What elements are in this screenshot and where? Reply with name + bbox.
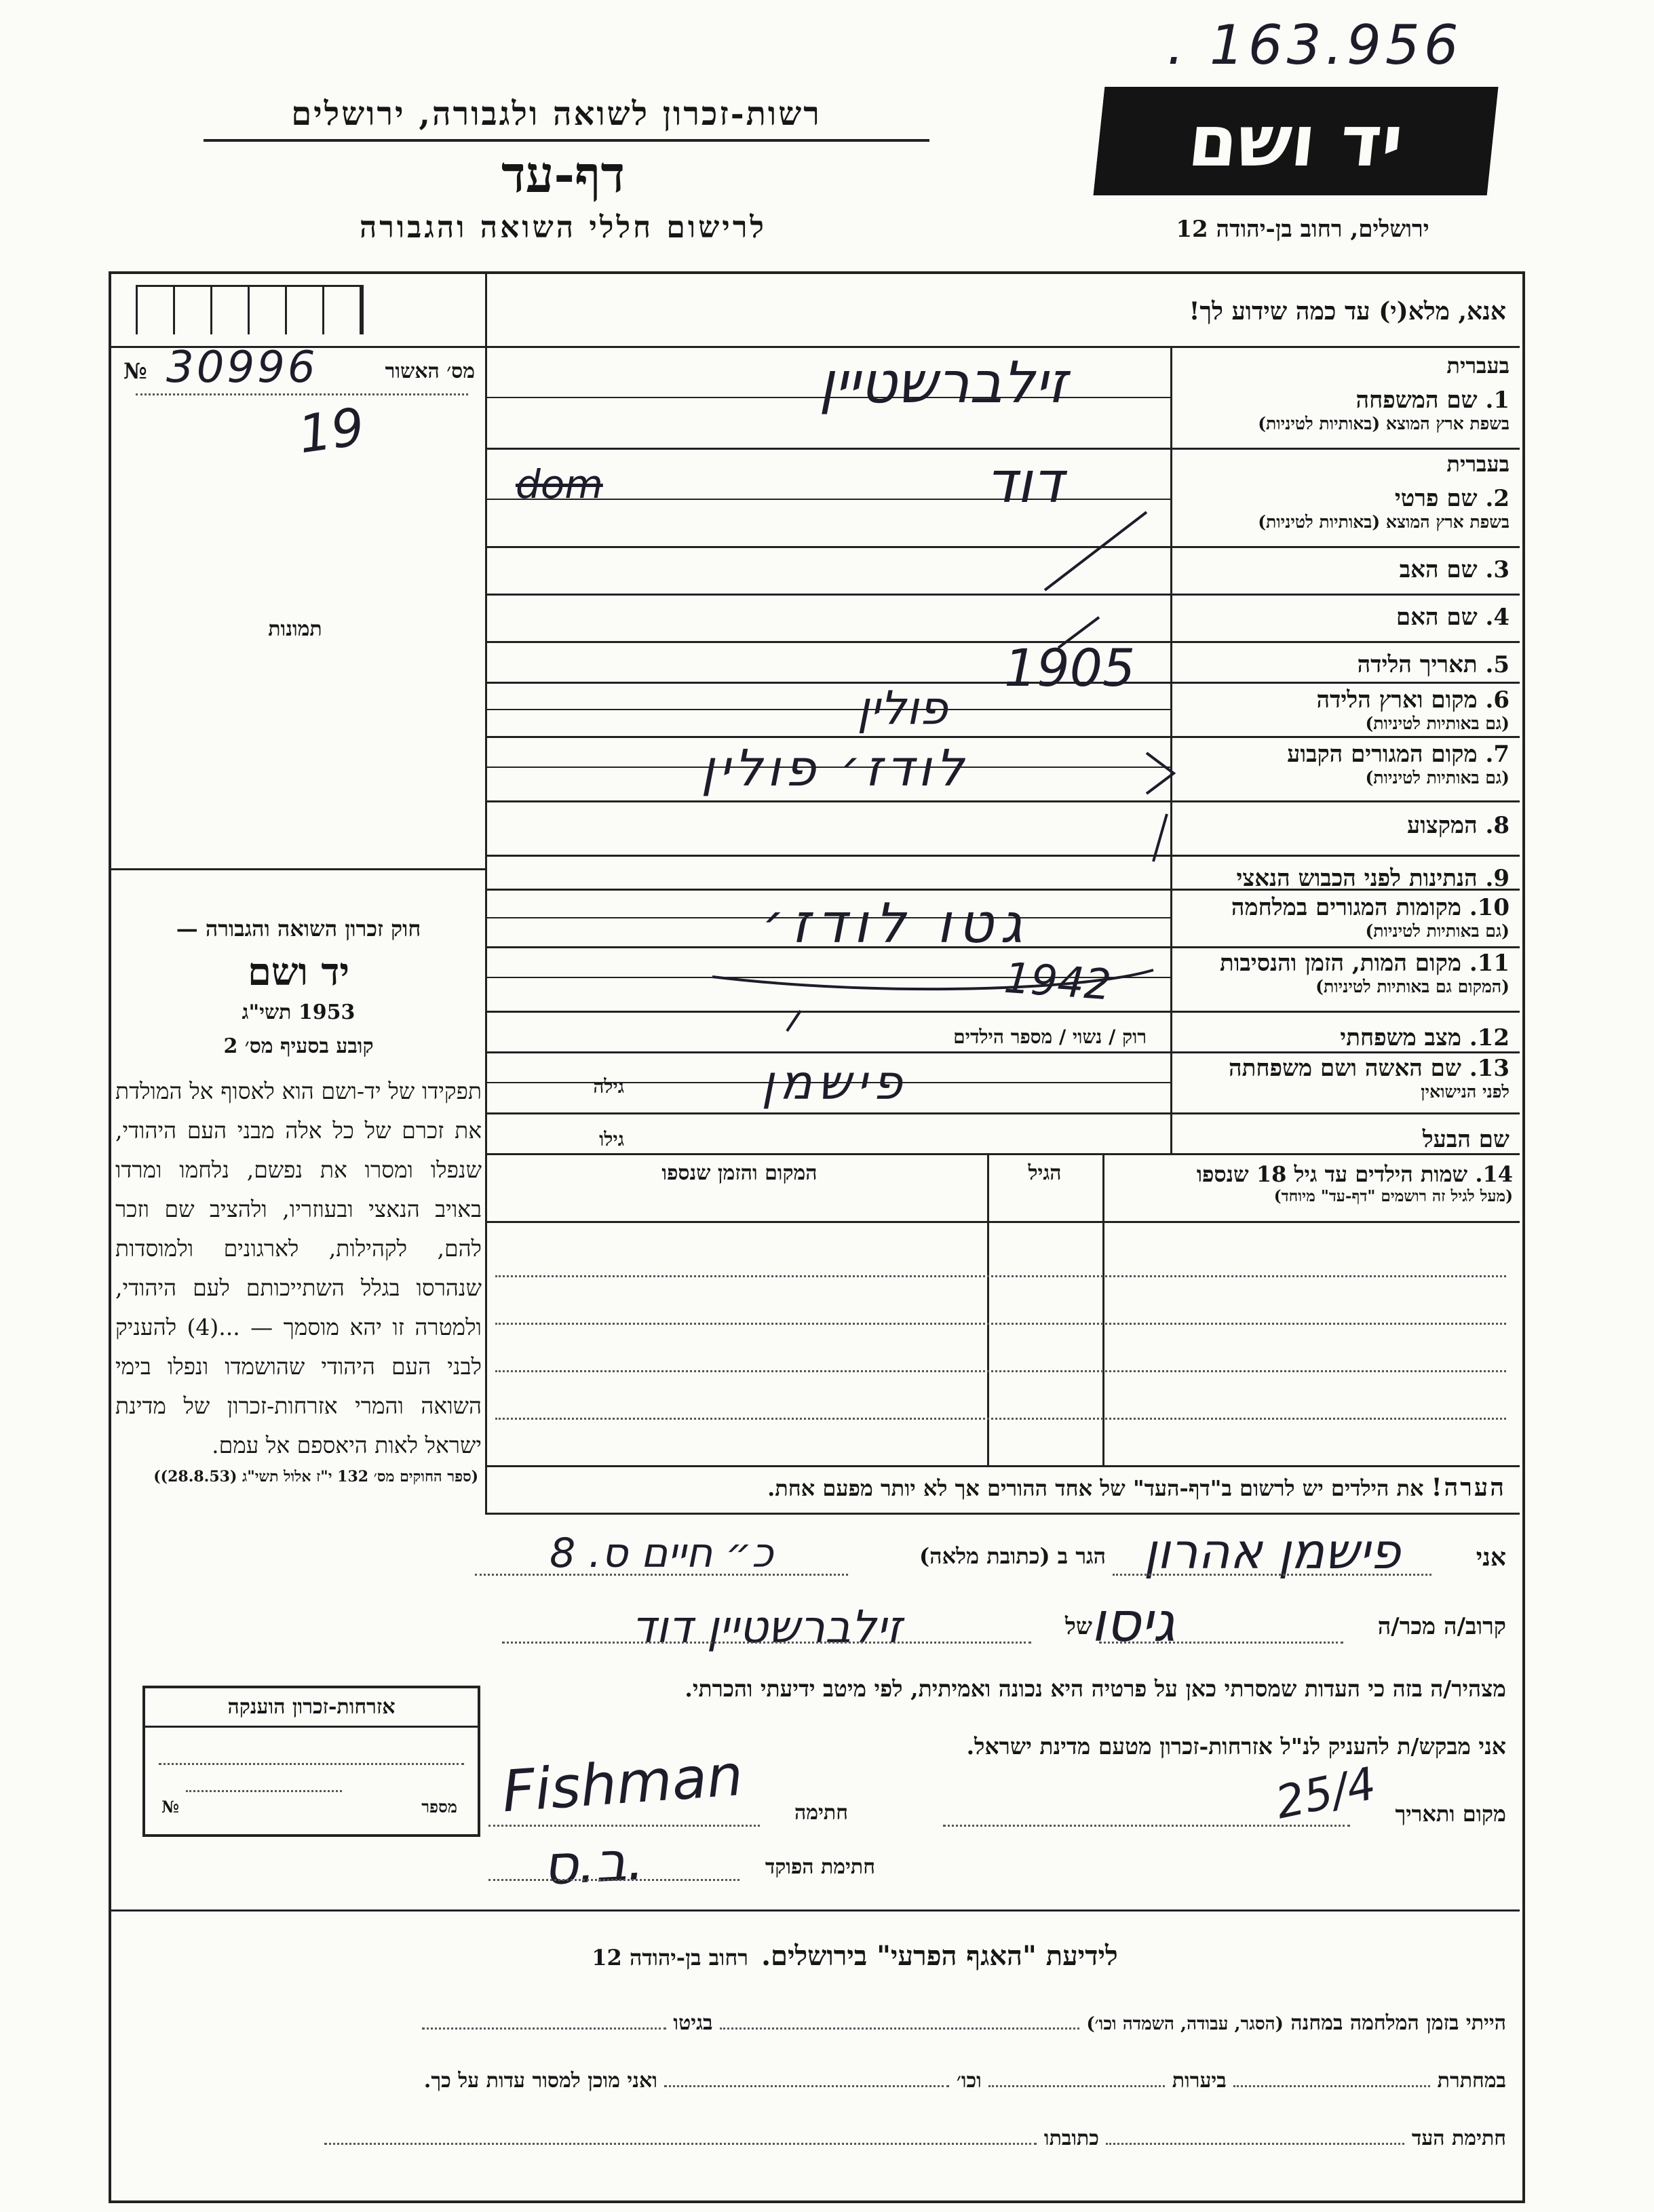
form-title: דף-עד: [501, 146, 626, 204]
field-11-num: 11.: [1469, 950, 1509, 977]
field-5-value[interactable]: 1905: [1004, 638, 1136, 698]
field-7-num: 7.: [1485, 741, 1509, 768]
decl-address-value[interactable]: כ״ חיים ס. 8: [550, 1530, 773, 1577]
field-11-value[interactable]: 1942: [1002, 952, 1113, 1010]
approval-sub-value: 19: [294, 395, 368, 465]
field-7: [1177, 741, 1509, 788]
decl-of-label: של: [1065, 1613, 1092, 1640]
bottom-line-3: [122, 2127, 1506, 2150]
decl-place-date-label: מקום ותאריך: [1395, 1801, 1506, 1827]
bottom-line2-b: ביערות: [1172, 2069, 1227, 2093]
field-2-lang: בעברית: [1446, 451, 1509, 477]
children-num: 14.: [1475, 1161, 1513, 1187]
bottom-line-1: [122, 2011, 1506, 2035]
field-2-value[interactable]: דוד: [985, 449, 1064, 516]
field-8-label: [1177, 812, 1509, 839]
field-13-extra: גילה: [593, 1075, 624, 1098]
field-2-label: [1177, 485, 1509, 512]
field-1-num: 1.: [1485, 387, 1509, 414]
field-5-num: 5.: [1485, 651, 1509, 678]
approval-boxes: [136, 285, 364, 334]
field-11: [1177, 950, 1509, 997]
field-10-value[interactable]: גטו לודז׳: [762, 892, 1029, 955]
field-2-num: 2.: [1485, 485, 1509, 512]
decl-signature-label: חתימה: [794, 1801, 848, 1825]
field-6-value[interactable]: פולין: [857, 682, 948, 735]
field-4-text: שם האם: [1396, 604, 1478, 631]
law-year: 1953 תשי"ג: [242, 1001, 355, 1024]
field-13-num: 13.: [1469, 1055, 1509, 1082]
field-1-sub: בשפת ארץ המוצא (באותיות לטיניות): [1258, 414, 1509, 433]
field-6-num: 6.: [1485, 686, 1509, 714]
field-10-text: מקומות המגורים במלחמה: [1231, 894, 1461, 921]
field-2-text: שם פרטי: [1394, 485, 1478, 512]
field-12-text: מצב משפחתי: [1340, 1024, 1461, 1051]
field-1: [1177, 353, 1509, 444]
bottom-line2-end: ואני מוכן למסור עדות על כך.: [423, 2069, 657, 2093]
field-1-text: שם המשפחה: [1355, 387, 1478, 414]
law-text: תפקידו של יד-ושם הוא לאסוף אל המולדת את זכרם של כל אלה מבני העם היהודי, שנפלו ומסרו את נפשם, נלחמו ומרדו באויב הנאצי ובעוזריו, ולהציב שם וזכר להם, לקהילות, לארגונים ולמוסדות שנהרסו בגלל השתייכותם לעם היהודי, ולמטרה זו יהא מוסמך — ...(4) להעניק לבני העם היהודי שהושמדו ונפלו בימי השואה והמרי אזרחות-זכרון של מדינת ישראל לאות היאספם אל עמם.: [115, 1078, 482, 1458]
field-11-sub: (המקום גם באותיות לטיניות): [1315, 977, 1509, 996]
decl-relative-value[interactable]: גיסו: [1090, 1591, 1176, 1654]
decl-place-date-value[interactable]: 25/4: [1271, 1757, 1381, 1829]
note-label: הערה!: [1431, 1473, 1506, 1502]
bottom-line3-a: חתימת העד: [1411, 2127, 1506, 2150]
yad-vashem-logo: [1094, 87, 1499, 195]
archive-number: . 163.956: [1167, 14, 1463, 77]
children-col-place: המקום והזמן שנספו: [661, 1161, 818, 1185]
law-name: יד ושם: [247, 950, 350, 994]
field-6-sub: (גם באותיות לטיניות): [1365, 714, 1509, 733]
decl-request: אני מבקש/ת להעניק לנ"ל אזרחות-זכרון מטעם מדינת ישראל.: [966, 1733, 1506, 1760]
children-text: שמות הילדים עד גיל 18 שנספו: [1196, 1161, 1468, 1187]
form-intro: אנא, מלא(י) עד כמה שידוע לך!: [1189, 297, 1506, 326]
law-heading: חוק זכרון השואה והגבורה —: [176, 916, 421, 942]
field-2-value-latin[interactable]: dom: [516, 461, 603, 507]
children-label: [1109, 1161, 1513, 1187]
field-2: [1177, 451, 1509, 543]
citizenship-number-label: מספר: [421, 1797, 457, 1817]
bottom-line2-c: וכו׳: [956, 2069, 982, 2093]
field-2-sub: בשפת ארץ המוצא (באותיות לטיניות): [1258, 512, 1509, 532]
approval-label: מס׳ האשור: [385, 360, 475, 383]
citizenship-title: אזרחות-זכרון הוענקה: [145, 1688, 478, 1728]
bottom-line1-start: הייתי בזמן המלחמה במחנה: [1290, 2011, 1506, 2035]
field-10-num: 10.: [1469, 894, 1509, 921]
field-6-text: מקום וארץ הלידה: [1316, 686, 1478, 714]
field-7-text: מקום המגורים הקבוע: [1287, 741, 1478, 768]
law-clause: קובע בסעיף מס׳ 2: [223, 1034, 374, 1058]
field-husband-extra: גילו: [599, 1128, 624, 1150]
decl-signature-value[interactable]: Fishman: [500, 1741, 746, 1825]
decl-i-value[interactable]: פישמן אהרון: [1143, 1523, 1401, 1580]
approval-no-mark: №: [123, 358, 147, 384]
field-13-value[interactable]: פישמן: [761, 1055, 908, 1110]
field-13: [1177, 1055, 1509, 1102]
bottom-line1-paren: (הסגר, עבודה, השמדה וכו׳): [1086, 2014, 1284, 2034]
law-source: (ספר החוקים מס׳ 132 י"ז אלול תשי"ג (28.8.53)): [153, 1468, 478, 1486]
field-3-text: שם האב: [1399, 556, 1478, 583]
field-13-label: [1177, 1055, 1509, 1082]
field-4-num: 4.: [1485, 604, 1509, 631]
field-12-extra: רוק / נשוי / מספר הילדים: [953, 1026, 1147, 1048]
photo-label: תמונות: [268, 617, 322, 641]
decl-relative-label: קרוב/ה מכר/ה: [1377, 1613, 1506, 1640]
decl-of-value[interactable]: זילברשטיין דוד: [631, 1601, 902, 1653]
authority-name: רשות-זכרון לשואה ולגבורה, ירושלים: [291, 95, 822, 133]
children-col-age: הגיל: [1028, 1161, 1062, 1185]
decl-statement: מצהיר/ה בזה כי העדות שמסרתי כאן על פרטיה היא נכונה ואמיתית, לפי מיטב ידיעתי והכרתי.: [685, 1675, 1506, 1702]
children-sub: (מעל לגיל זה רושמים "דף-עד" מיוחד): [1273, 1187, 1513, 1205]
note-text: את הילדים יש לרשום ב"דף-העד" של אחד ההורים אך לא יותר מפעם אחת.: [767, 1475, 1424, 1501]
bottom-line-2: [122, 2069, 1506, 2093]
field-5-text: תאריך הלידה: [1357, 651, 1478, 678]
children-header: [1109, 1161, 1513, 1205]
bottom-line2-a: במחתרת: [1437, 2069, 1506, 2093]
field-12-label: [1177, 1024, 1509, 1051]
field-6-label: [1177, 686, 1509, 714]
field-10-sub: (גם באותיות לטיניות): [1365, 921, 1509, 941]
approval-number[interactable]: 30996: [166, 343, 318, 393]
field-3-label: [1177, 556, 1509, 583]
decl-officer-label: חתימת הפוקד: [765, 1855, 875, 1879]
field-12-num: 12.: [1469, 1024, 1509, 1051]
field-7-value[interactable]: לודז׳ פולין: [701, 739, 968, 798]
decl-i-label: אני: [1476, 1543, 1506, 1572]
field-1-value[interactable]: זילברשטיין: [818, 349, 1068, 416]
decl-officer-value[interactable]: ב.ס.: [541, 1829, 646, 1897]
decl-address-label: הגר ב (כתובת מלאה): [919, 1543, 1106, 1569]
field-husband-text: שם הבעל: [1422, 1126, 1509, 1153]
field-10: [1177, 894, 1509, 942]
field-7-label: [1177, 741, 1509, 768]
field-13-sub: לפני הנישואין: [1421, 1082, 1509, 1102]
field-9-text: הנתינות לפני הכבוש הנאצי: [1236, 865, 1478, 892]
field-8-text: המקצוע: [1406, 812, 1478, 839]
field-8-num: 8.: [1485, 812, 1509, 839]
bottom-heading: לידיעת "האגף הפרעי" בירושלים.: [761, 1940, 1118, 1972]
form-subtitle: לרישום חללי השואה והגבורה: [359, 210, 767, 245]
note-row: [495, 1473, 1506, 1502]
field-3-num: 3.: [1485, 556, 1509, 583]
field-10-label: [1177, 894, 1509, 921]
bottom-line1-end: בגיטו: [673, 2011, 713, 2035]
field-9-label: [1177, 865, 1509, 892]
field-11-label: [1177, 950, 1509, 977]
field-5-label: [1177, 651, 1509, 678]
bottom-line3-b: כתובתו: [1043, 2127, 1099, 2150]
citizenship-box: [142, 1686, 480, 1837]
field-9-num: 9.: [1485, 865, 1509, 892]
field-husband-label: [1177, 1126, 1509, 1153]
field-7-sub: (גם באותיות לטיניות): [1365, 768, 1509, 788]
field-11-text: מקום המות, הזמן והנסיבות: [1219, 950, 1461, 977]
bottom-heading-row: [475, 1940, 1235, 1972]
field-6: [1177, 686, 1509, 734]
bottom-address: רחוב בן-יהודה 12: [592, 1945, 748, 1971]
citizenship-no-mark: №: [161, 1797, 180, 1817]
field-1-lang: בעברית: [1446, 353, 1509, 379]
logo-text: יד ושם: [1185, 100, 1407, 182]
field-13-text: שם האשה ושם משפחתה: [1229, 1055, 1461, 1082]
field-4-label: [1177, 604, 1509, 631]
header-address: ירושלים, רחוב בן-יהודה 12: [1176, 216, 1429, 243]
field-1-label: [1177, 387, 1509, 414]
